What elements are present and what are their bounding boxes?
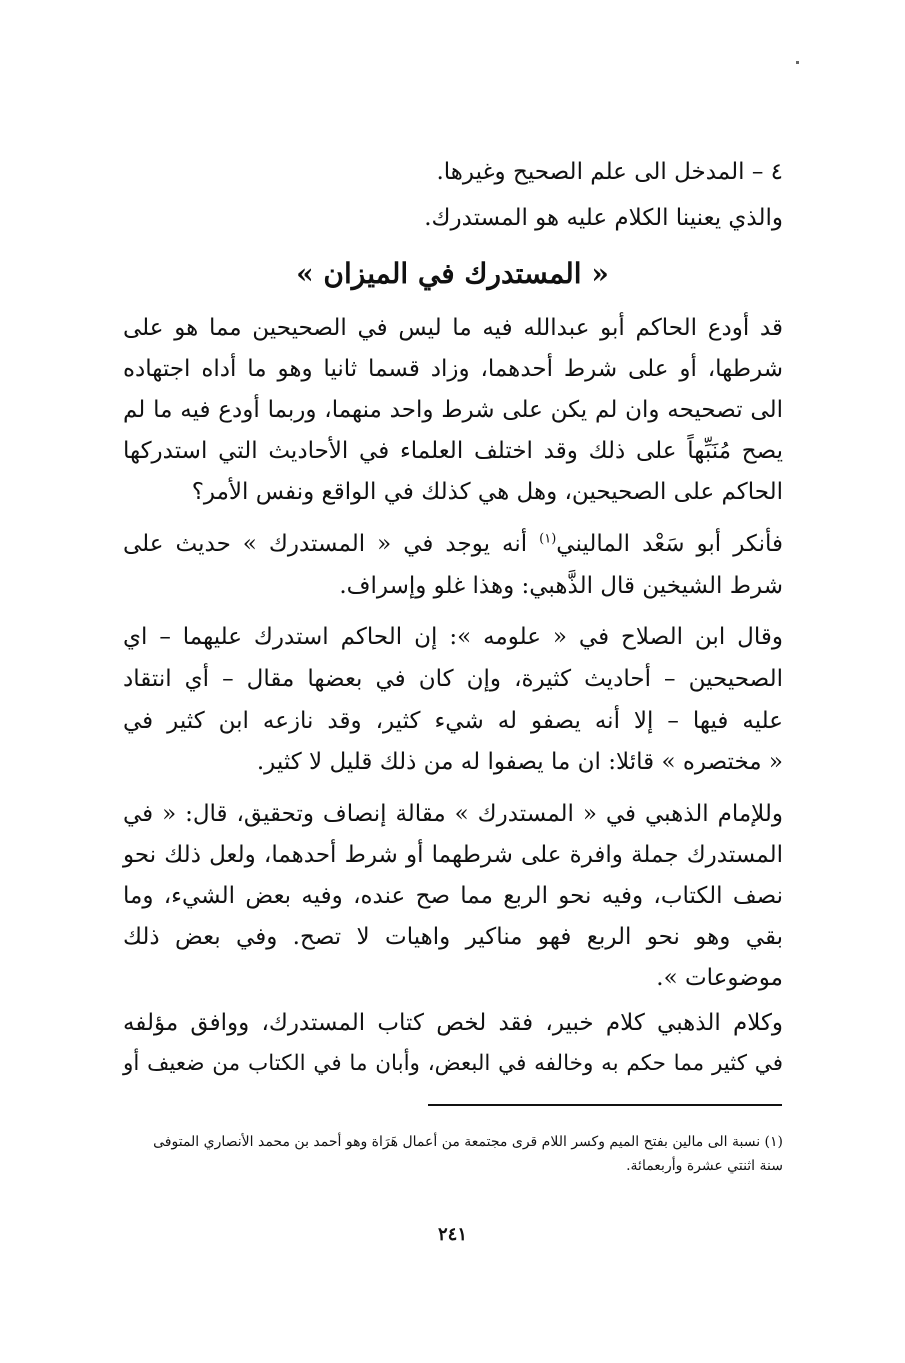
paragraph-2-line-2: شرط الشيخين قال الذَّهبي: وهذا غلو وإسراف. — [339, 573, 783, 599]
paragraph-3-line-2: الصحيحين – أحاديث كثيرة، وإن كان في بعضها مقال – أي انتقاد — [123, 666, 783, 692]
page-number: ٢٤١ — [437, 1224, 467, 1245]
paragraph-4-line-3: نصف الكتاب، وفيه نحو الربع مما صح عنده، وفيه بعض الشيء، وما — [123, 883, 783, 909]
list-item-4: ٤ – المدخل الى علم الصحيح وغيرها. — [436, 159, 783, 185]
paragraph-2-line-1-start: فأنكر أبو سَعْد الماليني — [556, 531, 783, 557]
paragraph-4-line-1: وللإمام الذهبي في « المستدرك » مقالة إنصاف وتحقيق، قال: « في — [123, 801, 783, 827]
paragraph-4-line-5: موضوعات ». — [656, 965, 783, 991]
paragraph-1-line-5: الحاكم على الصحيحين، وهل هي كذلك في الواقع ونفس الأمر؟ — [191, 479, 783, 505]
scan-speck — [796, 61, 799, 64]
paragraph-3-line-1: وقال ابن الصلاح في « علومه »: إن الحاكم استدرك عليهما – اي — [123, 624, 783, 650]
paragraph-2-line-1 — [123, 524, 783, 564]
paragraph-2-line-1-end: أنه يوجد في « المستدرك » حديث على — [123, 531, 540, 557]
paragraph-5-line-2: في كثير مما حكم به وخالفه في البعض، وأبان ما في الكتاب من ضعيف أو — [123, 1051, 783, 1076]
footnote-line-1: (١) نسبة الى مالين بفتح الميم وكسر اللام قرى مجتمعة من أعمال هَرَاة وهو أحمد بن محمد الأنصاري المتوفى — [153, 1134, 783, 1150]
section-heading: « المستدرك في الميزان » — [296, 257, 609, 290]
paragraph-1-line-1: قد أودع الحاكم أبو عبدالله فيه ما ليس في الصحيحين مما هو على — [123, 315, 783, 341]
paragraph-1-line-4: يصح مُنَبِّهاً على ذلك وقد اختلف العلماء في الأحاديث التي استدركها — [123, 438, 783, 464]
paragraph-5-line-1: وكلام الذهبي كلام خبير، فقد لخص كتاب المستدرك، ووافق مؤلفه — [123, 1010, 783, 1036]
footnote-line-2: سنة اثنتي عشرة وأربعمائة. — [626, 1158, 783, 1174]
paragraph-3-line-3: عليه فيها – إلا أنه يصفو له شيء كثير، وقد نازعه ابن كثير في — [123, 708, 783, 734]
paragraph-1-line-2: شرطها، أو على شرط أحدهما، وزاد قسما ثانيا وهو ما أداه اجتهاده — [123, 356, 783, 382]
paragraph-1-line-3: الى تصحيحه وان لم يكن على شرط واحد منهما، وربما أودع فيه ما لم — [123, 397, 783, 423]
paragraph-3-line-4: « مختصره » قائلا: ان ما يصفوا له من ذلك قليل لا كثير. — [256, 749, 783, 775]
intro-line: والذي يعنينا الكلام عليه هو المستدرك. — [424, 205, 783, 231]
paragraph-4-line-4: بقي وهو نحو الربع فهو مناكير واهيات لا تصح. وفي بعض ذلك — [123, 924, 783, 950]
footnote-divider — [428, 1104, 782, 1106]
paragraph-4-line-2: المستدرك جملة وافرة على شرطهما أو شرط أحدهما، ولعل ذلك نحو — [123, 842, 783, 868]
footnote-reference: (١) — [539, 531, 557, 547]
